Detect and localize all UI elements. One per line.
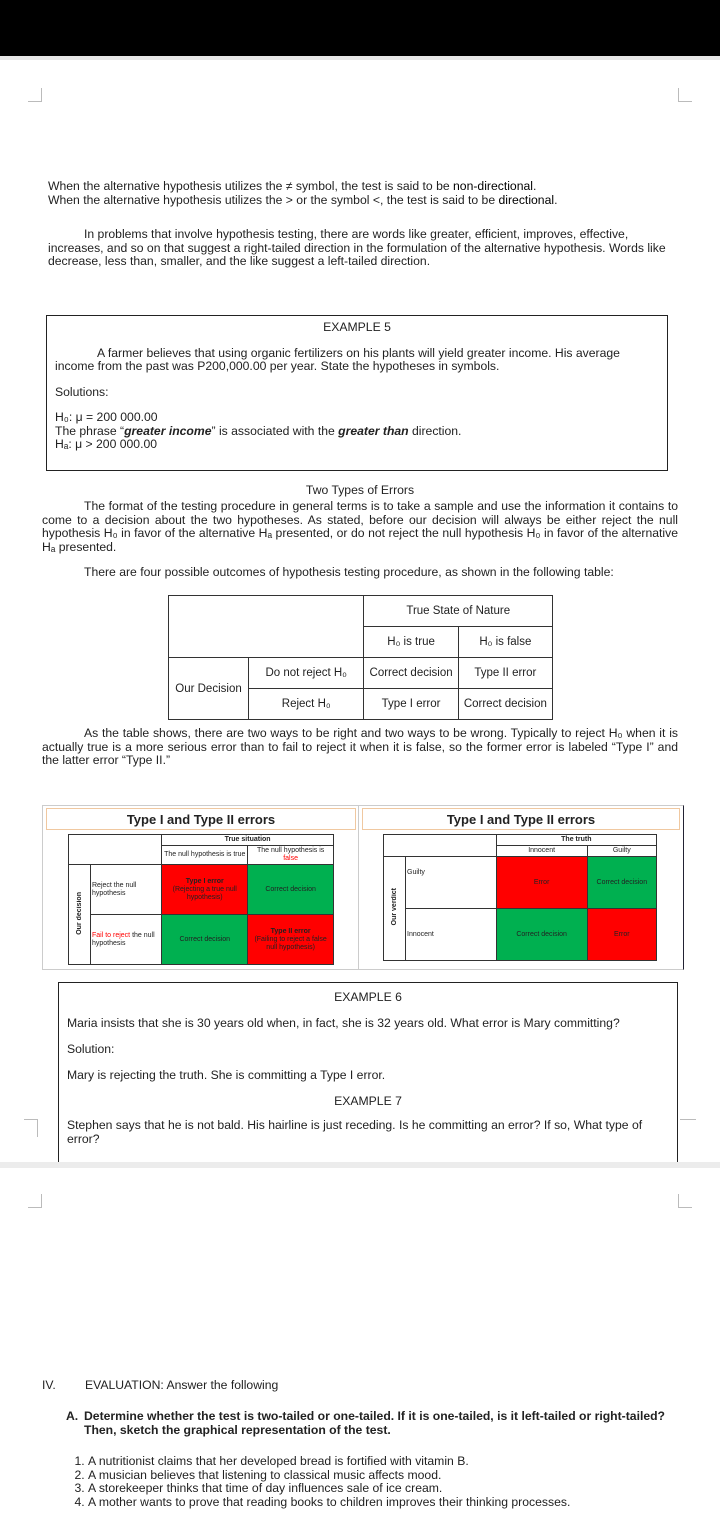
example-5-box [46,315,668,471]
row-header: Do not reject H₀ [249,658,364,689]
header: The truth [496,835,656,846]
cell: Type II error (Failing to reject a false null hypothesis) [248,915,334,965]
type-errors-image-2 [358,805,684,970]
cell: Correct decision [587,857,656,909]
cell: Correct decision [364,658,458,689]
side-label: Our decision [75,891,83,935]
cell: Type II error [458,658,552,689]
page-corner-mark [680,1119,696,1120]
page-corner-mark [28,88,42,102]
example-text: Maria insists that she is 30 years old when, in fact, she is 32 years old. What error is Mary committing? [67,1016,620,1030]
status-bar [0,0,720,56]
row-header: Guilty [406,857,497,909]
solutions-label: Solutions: [55,384,109,399]
cell: Type I error (Rejecting a true null hypothesis) [162,865,248,915]
text: When the alternative hypothesis utilizes the ≠ symbol, the test is said to be [48,179,454,193]
image-title: Type I and Type II errors [46,808,356,830]
type-errors-image-1 [42,805,360,970]
example-title: EXAMPLE 6 [334,990,402,1004]
outcomes-table [168,595,553,720]
evaluation-heading: IV. EVALUATION: Answer the following [42,1378,279,1392]
paragraph: In problems that involve hypothesis testing, there are words like greater, efficient, improves, effective, increases, and so on that suggest a right-tailed direction in the formulation of the alternative hypothesis. Words like decrease, less than, smaller, and the like suggest a left-tailed direction. [48,227,666,268]
header: Innocent [496,846,587,857]
row-header: Reject the null hypothesis [91,865,162,915]
row-header: Fail to reject the null hypothesis [91,915,162,965]
evaluation-items [88,1455,688,1509]
header: Guilty [587,846,656,857]
header: The null hypothesis is false [248,846,334,865]
section-title: Two Types of Errors [305,483,415,497]
list-item: 2. A musician believes that listening to classical music affects mood. [88,1469,688,1483]
header: H₀ is false [458,627,552,658]
example-6-box [58,982,678,1164]
page-corner-mark [678,1194,692,1208]
paragraph: The format of the testing procedure in general terms is to take a sample and use the information it contains to come to a decision about the two hypotheses. As stated, before our decision will always be either reject the null hypothesis H₀ in favor of the alternative Hₐ presented, or do not reject the null hypothesis H₀ in favor of the alternative Hₐ presented. [42,499,678,554]
answer: Mary is rejecting the truth. She is committing a Type I error. [67,1068,386,1082]
row-header: Reject H₀ [249,689,364,720]
header: True State of Nature [364,596,553,627]
term: directional [498,192,555,207]
divider [0,56,720,60]
header: True situation [162,835,334,846]
page-corner-mark [678,88,692,102]
example-text: A farmer believes that using organic fertilizers on his plants will yield greater income. His average income from the past was P200,000.00 per year. State the hypotheses in symbols. [55,345,620,373]
image-title: Type I and Type II errors [362,808,680,830]
example-title: EXAMPLE 7 [334,1094,402,1108]
text: When the alternative hypothesis utilizes the > or the symbol <, the test is said to be [48,192,499,207]
cell: Type I error [364,689,458,720]
row-header: Innocent [406,909,497,961]
page-corner-mark [24,1119,38,1137]
header: H₀ is true [364,627,458,658]
cell: Correct decision [496,909,587,961]
cell: Correct decision [248,865,334,915]
row-header: Our Decision [169,658,249,720]
side-label: Our verdict [390,888,398,926]
phrase: The phrase “greater income” is associated with the greater than direction. [55,423,462,438]
header: The null hypothesis is true [162,846,248,865]
page-break [0,1162,720,1168]
paragraph: As the table shows, there are two ways to be right and two ways to be wrong. Typically to reject H₀ when it is actually true is a more serious error than to fail to reject it when it is false, so the former error is labeled “Type I” and the latter error “Type II.” [42,726,678,767]
list-item: 1. A nutritionist claims that her developed bread is fortified with vitamin B. [88,1455,688,1469]
page-corner-mark [28,1194,42,1208]
alt-hypothesis: Hₐ: μ > 200 000.00 [55,437,158,451]
cell: Correct decision [162,915,248,965]
cell: Correct decision [458,689,552,720]
cell: Error [587,909,656,961]
directional-text: When the alternative hypothesis utilizes the ≠ symbol, the test is said to be non-directional. When the alternative hypothesis utilizes the > or the symbol <, the test is said to be directional. [48,179,558,207]
solution-label: Solution: [67,1042,115,1056]
term: non-directional [453,179,533,193]
example-title: EXAMPLE 5 [323,320,391,334]
list-item: 4. A mother wants to prove that reading books to children improves their thinking processes. [88,1496,688,1510]
example-text: Stephen says that he is not bald. His hairline is just receding. Is he committing an error? If so, What type of error? [67,1118,643,1146]
cell: Error [496,857,587,909]
null-hypothesis: H₀: μ = 200 000.00 [55,410,158,424]
list-item: 3. A storekeeper thinks that time of day influences sale of ice cream. [88,1482,688,1496]
evaluation-a: A. Determine whether the test is two-tailed or one-tailed. If it is one-tailed, is it left-tailed or right-tailed? Then, sketch the graphical representation of the test. [66,1409,666,1437]
paragraph: There are four possible outcomes of hypothesis testing procedure, as shown in the following table: [84,565,614,579]
